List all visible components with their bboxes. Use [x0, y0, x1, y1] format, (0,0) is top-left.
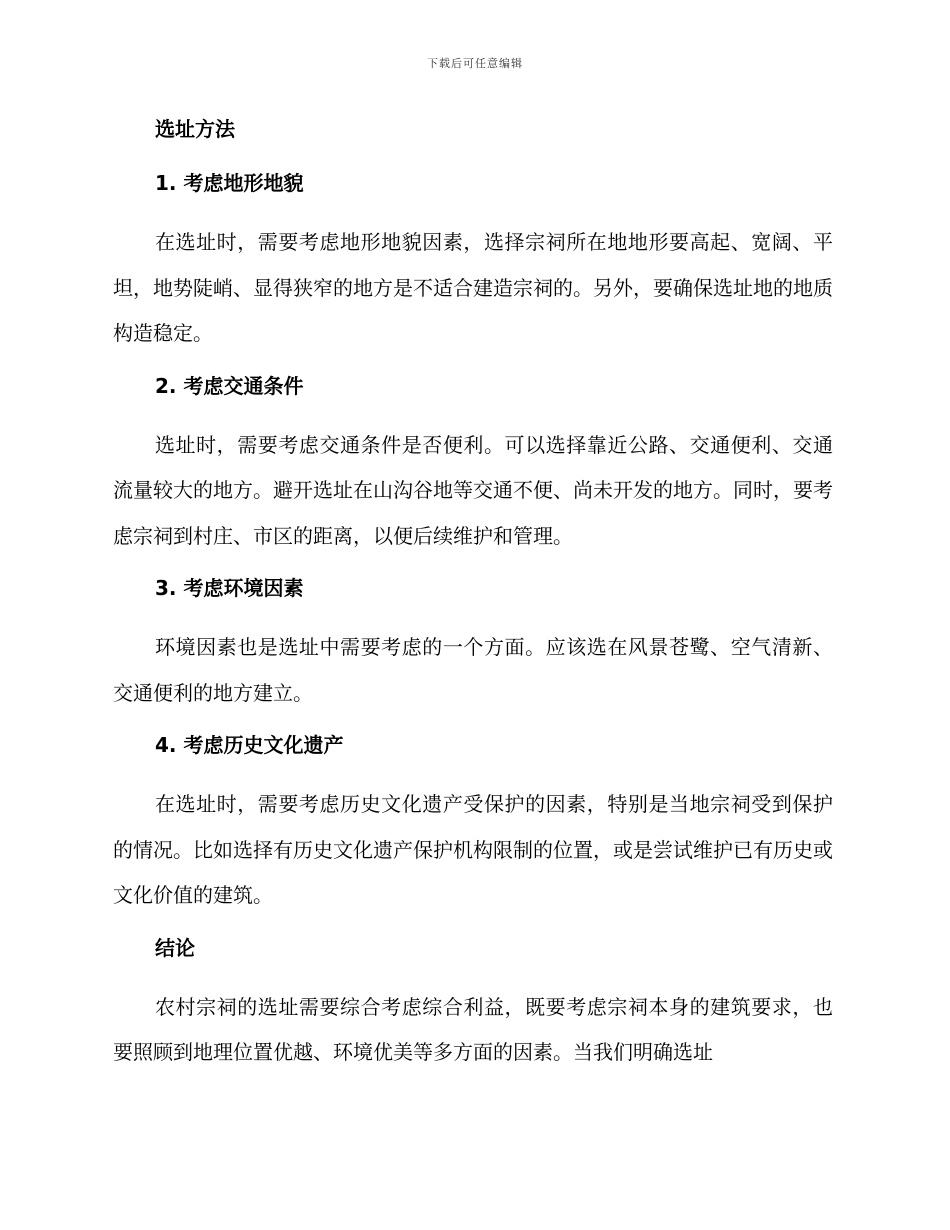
section-heading-environment: 3. 考虑环境因素 [155, 576, 304, 600]
paragraph-terrain: 在选址时，需要考虑地形地貌因素，选择宗祠所在地地形要高起、宽阔、平坦，地势陡峭、显得狭窄的地方是不适合建造宗祠的。另外，要确保选址地的地质构造稳定。 [113, 230, 833, 345]
paragraph-environment: 环境因素也是选址中需要考虑的一个方面。应该选在风景苍鹭、空气清新、交通便利的地方建立。 [113, 635, 833, 705]
section-heading-traffic: 2. 考虑交通条件 [155, 373, 304, 398]
header-note: 下载后可任意编辑 [427, 57, 523, 70]
section-heading-heritage: 4. 考虑历史文化遗产 [155, 733, 344, 757]
paragraph-traffic: 选址时，需要考虑交通条件是否便利。可以选择靠近公路、交通便利、交通流量较大的地方。避开选址在山沟谷地等交通不便、尚未开发的地方。同时，要考虑宗祠到村庄、市区的距离，以便后续维护和管理。 [113, 432, 833, 548]
document-body [113, 112, 833, 1088]
paragraph-heritage: 在选址时，需要考虑历史文化遗产受保护的因素，特别是当地宗祠受到保护的情况。比如选择有历史文化遗产保护机构限制的位置，或是尝试维护已有历史或文化价值的建筑。 [113, 792, 833, 907]
paragraph-conclusion: 农村宗祠的选址需要综合考虑综合利益，既要考虑宗祠本身的建筑要求，也要照顾到地理位置优越、环境优美等多方面的因素。当我们明确选址 [113, 994, 833, 1064]
section-heading-method: 选址方法 [155, 117, 235, 141]
section-heading-terrain: 1. 考虑地形地貌 [155, 171, 304, 195]
section-heading-conclusion: 结论 [155, 935, 195, 960]
